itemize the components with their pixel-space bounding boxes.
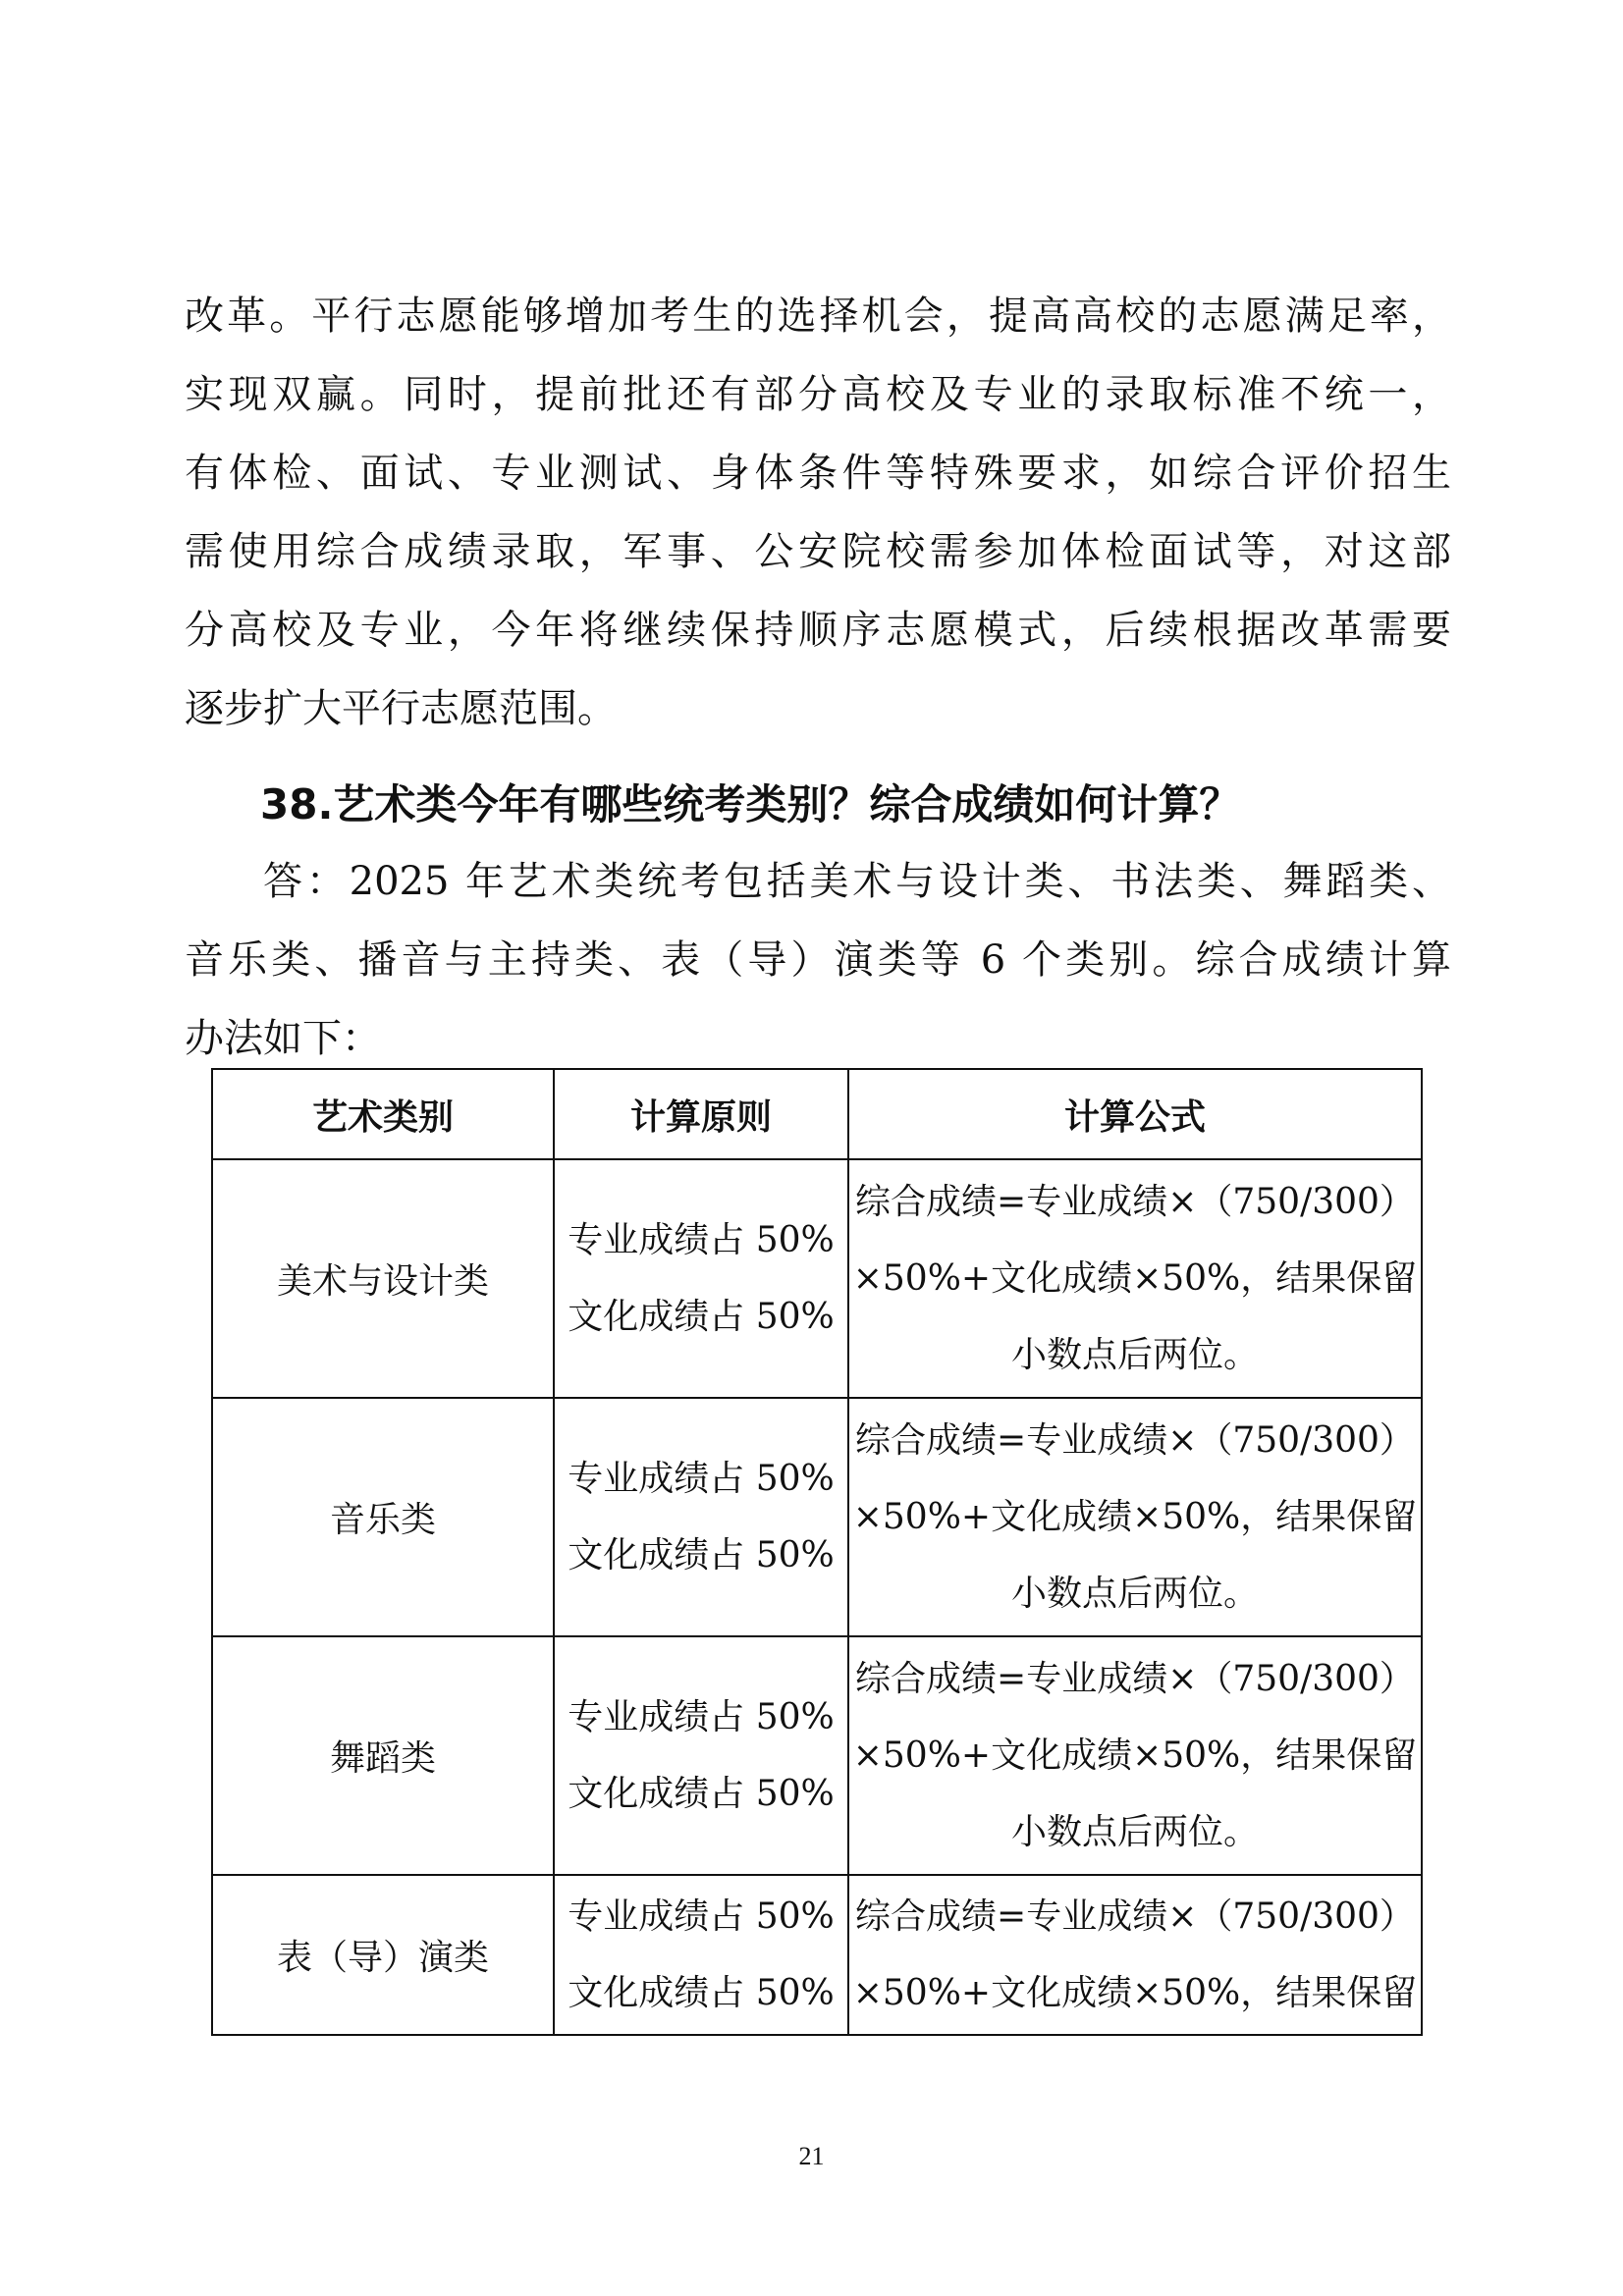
header-formula: 计算公式 bbox=[848, 1069, 1422, 1159]
category-cell: 美术与设计类 bbox=[212, 1159, 554, 1398]
formula-line: 综合成绩=专业成绩×（750/300） bbox=[855, 1419, 1415, 1461]
formula-line: 小数点后两位。 bbox=[1010, 1811, 1259, 1852]
score-table bbox=[211, 1068, 1423, 2036]
principle-cell bbox=[554, 1636, 848, 1875]
text-line: 办法如下： bbox=[185, 1016, 381, 1061]
paragraph-reform bbox=[185, 277, 1451, 748]
text-line: 分高校及专业，今年将继续保持顺序志愿模式，后续根据改革需要 bbox=[185, 608, 1451, 653]
formula-cell bbox=[848, 1159, 1422, 1398]
text-line: 有体检、面试、专业测试、身体条件等特殊要求，如综合评价招生 bbox=[185, 451, 1451, 496]
category-cell: 舞蹈类 bbox=[212, 1636, 554, 1875]
text-line: 音乐类、播音与主持类、表（导）演类等 6 个类别。综合成绩计算 bbox=[185, 937, 1451, 983]
formula-line: 综合成绩=专业成绩×（750/300） bbox=[855, 1181, 1415, 1222]
principle-line: 专业成绩占 50% bbox=[568, 1458, 835, 1499]
formula-line: 小数点后两位。 bbox=[1010, 1334, 1259, 1375]
principle-line: 专业成绩占 50% bbox=[568, 1896, 835, 1937]
text-line: 逐步扩大平行志愿范围。 bbox=[185, 686, 617, 731]
text-line: 改革。平行志愿能够增加考生的选择机会，提高高校的志愿满足率， bbox=[185, 294, 1451, 339]
formula-line: 小数点后两位。 bbox=[1010, 1573, 1259, 1614]
formula-line: ×50%+文化成绩×50%，结果保留 bbox=[852, 1496, 1418, 1537]
principle-cell bbox=[554, 1398, 848, 1636]
principle-line: 文化成绩占 50% bbox=[568, 1296, 835, 1337]
category-cell: 音乐类 bbox=[212, 1398, 554, 1636]
paragraph-answer bbox=[185, 842, 1451, 1078]
formula-line: 综合成绩=专业成绩×（750/300） bbox=[855, 1896, 1415, 1937]
header-category: 艺术类别 bbox=[212, 1069, 554, 1159]
formula-cell bbox=[848, 1875, 1422, 2035]
header-principle: 计算原则 bbox=[554, 1069, 848, 1159]
principle-line: 文化成绩占 50% bbox=[568, 1773, 835, 1814]
text-line: 需使用综合成绩录取，军事、公安院校需参加体检面试等，对这部 bbox=[185, 529, 1451, 574]
formula-line: 综合成绩=专业成绩×（750/300） bbox=[855, 1658, 1415, 1699]
principle-line: 专业成绩占 50% bbox=[568, 1696, 835, 1737]
table-row bbox=[212, 1875, 1422, 2035]
formula-line: ×50%+文化成绩×50%，结果保留 bbox=[852, 1972, 1418, 2013]
page-number: 21 bbox=[798, 2142, 825, 2170]
principle-cell bbox=[554, 1875, 848, 2035]
table-header-row bbox=[212, 1069, 1422, 1159]
principle-cell bbox=[554, 1159, 848, 1398]
formula-line: ×50%+文化成绩×50%，结果保留 bbox=[852, 1257, 1418, 1299]
question-heading: 38.艺术类今年有哪些统考类别？综合成绩如何计算？ bbox=[260, 780, 1241, 828]
principle-line: 文化成绩占 50% bbox=[568, 1972, 835, 2013]
text-line: 答：2025 年艺术类统考包括美术与设计类、书法类、舞蹈类、 bbox=[263, 859, 1451, 904]
table-row bbox=[212, 1636, 1422, 1875]
formula-line: ×50%+文化成绩×50%，结果保留 bbox=[852, 1735, 1418, 1776]
principle-line: 专业成绩占 50% bbox=[568, 1219, 835, 1260]
table-row bbox=[212, 1159, 1422, 1398]
table-row bbox=[212, 1398, 1422, 1636]
principle-line: 文化成绩占 50% bbox=[568, 1534, 835, 1575]
formula-cell bbox=[848, 1398, 1422, 1636]
category-cell: 表（导）演类 bbox=[212, 1875, 554, 2035]
formula-cell bbox=[848, 1636, 1422, 1875]
text-line: 实现双赢。同时，提前批还有部分高校及专业的录取标准不统一， bbox=[185, 372, 1451, 417]
